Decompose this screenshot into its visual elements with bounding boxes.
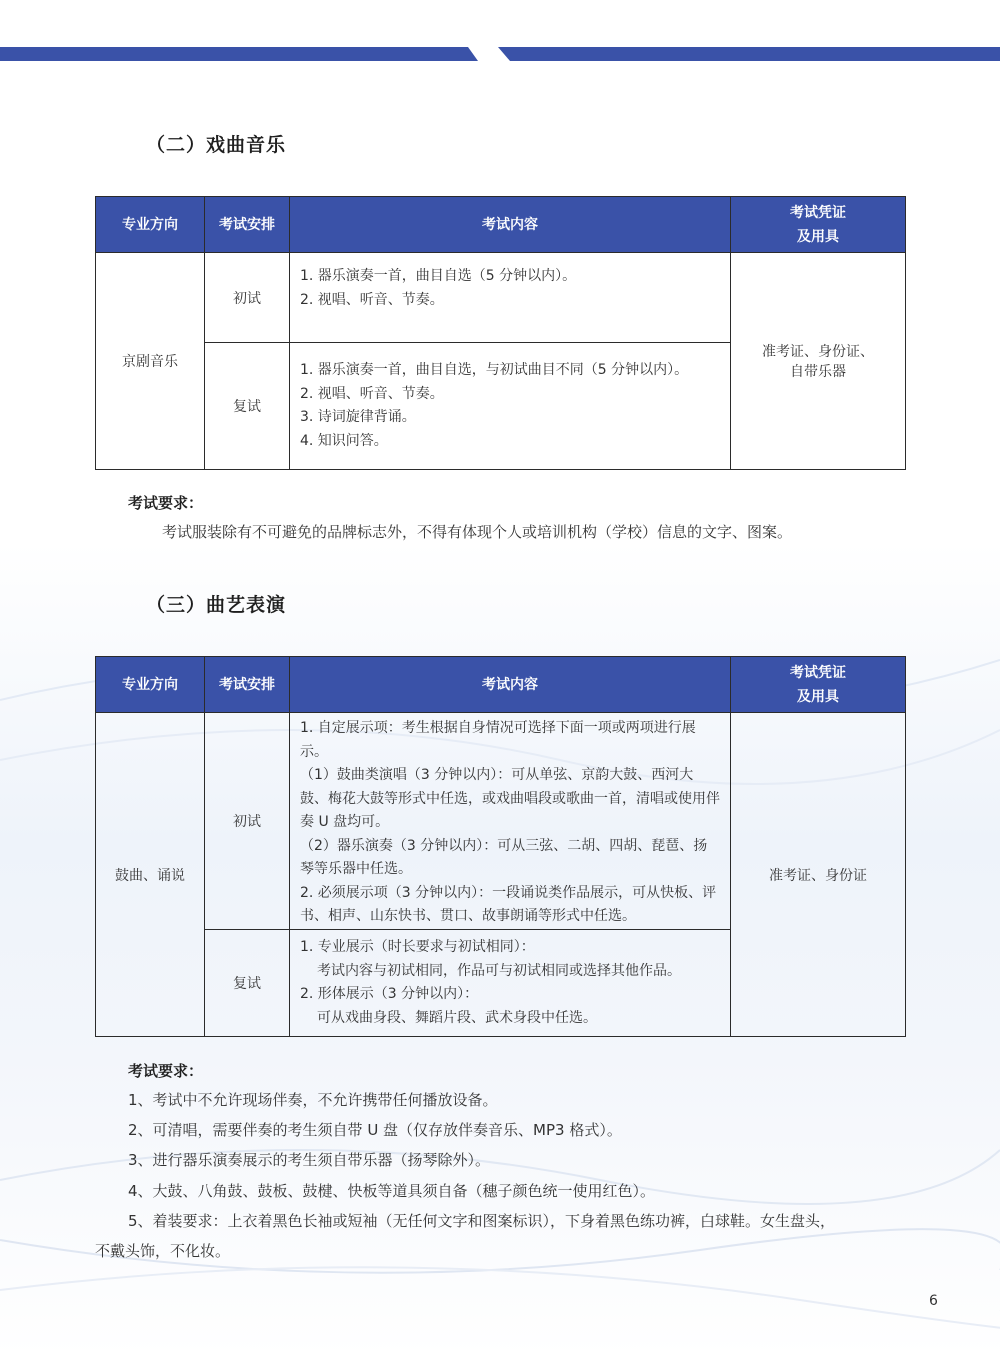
header-credentials	[731, 197, 906, 253]
content-line: 1. 自定展示项：考生根据自身情况可选择下面一项或两项进行展示。	[300, 720, 696, 760]
content-line: 2. 形体展示（3 分钟以内）：	[300, 986, 479, 1002]
content-line: 4. 知识问答。	[300, 432, 388, 449]
header-content: 考试内容	[290, 657, 731, 713]
content-line: （2）器乐演奏（3 分钟以内）：可从三弦、二胡、四胡、琵琶、扬琴等乐器中任选。	[300, 837, 708, 877]
header-credentials-line1: 考试凭证	[790, 204, 846, 221]
credentials-line: 准考证、身份证	[769, 867, 867, 884]
content-line: 2. 视唱、听音、节奏。	[300, 291, 444, 308]
section-title-quyi: （三）曲艺表演	[146, 594, 287, 616]
requirement-line: 不戴头饰，不化妆。	[95, 1242, 231, 1260]
round-content	[290, 343, 731, 470]
content-line: （1）鼓曲类演唱（3 分钟以内）：可从单弦、京韵大鼓、西河大鼓、梅花大鼓等形式中任选，或戏曲唱段或歌曲一首，清唱或使用伴奏 U 盘均可。	[300, 767, 720, 830]
credentials-cell	[731, 253, 906, 470]
round-content	[290, 253, 731, 343]
header-band-right	[498, 47, 1000, 61]
header-band-left	[0, 47, 478, 61]
round-content	[290, 713, 731, 930]
requirement-line: 5、着装要求：上衣着黑色长袖或短袖（无任何文字和图案标识），下身着黑色练功裤，白球鞋。女生盘头，	[128, 1212, 836, 1230]
header-credentials	[731, 657, 906, 713]
header-schedule: 考试安排	[205, 197, 290, 253]
header-schedule: 考试安排	[205, 657, 290, 713]
table-row	[96, 713, 906, 930]
major-cell: 鼓曲、诵说	[96, 713, 205, 1037]
header-credentials-line2: 及用具	[797, 688, 839, 705]
content-line: 1. 器乐演奏一首，曲目自选，与初试曲目不同（5 分钟以内）。	[300, 362, 689, 378]
table-header-row	[96, 657, 906, 713]
quyi-table	[95, 656, 906, 1037]
credentials-line: 准考证、身份证、	[762, 344, 874, 360]
requirement-line: 1、考试中不允许现场伴奏，不允许携带任何播放设备。	[128, 1091, 498, 1109]
page-number: 6	[929, 1293, 938, 1309]
table-row	[96, 253, 906, 343]
requirement-line: 考试服装除有不可避免的品牌标志外，不得有体现个人或培训机构（学校）信息的文字、图案。	[162, 523, 793, 541]
round-content	[290, 930, 731, 1037]
round-name: 初试	[205, 253, 290, 343]
round-name: 复试	[205, 343, 290, 470]
header-major: 专业方向	[96, 197, 205, 253]
content-line: 1. 器乐演奏一首，曲目自选（5 分钟以内）。	[300, 268, 577, 284]
requirements-title: 考试要求：	[128, 494, 204, 512]
header-content: 考试内容	[290, 197, 731, 253]
opera-music-table	[95, 196, 906, 470]
credentials-cell	[731, 713, 906, 1037]
section-title-opera-music: （二）戏曲音乐	[146, 134, 287, 156]
table-header-row	[96, 197, 906, 253]
content-line: 考试内容与初试相同，作品可与初试相同或选择其他作品。	[317, 962, 681, 979]
major-cell: 京剧音乐	[96, 253, 205, 470]
requirements-title: 考试要求：	[128, 1062, 204, 1080]
credentials-line: 自带乐器	[790, 364, 846, 380]
requirement-line: 4、大鼓、八角鼓、鼓板、鼓楗、快板等道具须自备（穗子颜色统一使用红色）。	[128, 1182, 656, 1200]
requirement-line: 3、进行器乐演奏展示的考生须自带乐器（扬琴除外）。	[128, 1151, 491, 1169]
header-major: 专业方向	[96, 657, 205, 713]
content-line: 2. 视唱、听音、节奏。	[300, 385, 444, 402]
header-credentials-line1: 考试凭证	[790, 664, 846, 681]
content-line: 1. 专业展示（时长要求与初试相同）：	[300, 939, 535, 955]
header-credentials-line2: 及用具	[797, 228, 839, 245]
content-line: 3. 诗词旋律背诵。	[300, 409, 416, 425]
round-name: 初试	[205, 713, 290, 930]
round-name: 复试	[205, 930, 290, 1037]
content-line: 可从戏曲身段、舞蹈片段、武术身段中任选。	[317, 1009, 597, 1026]
requirement-line: 2、可清唱，需要伴奏的考生须自带 U 盘（仅存放伴奏音乐、MP3 格式）。	[128, 1121, 622, 1139]
content-line: 2. 必须展示项（3 分钟以内）：一段诵说类作品展示，可从快板、评书、相声、山东快书、贯口、故事朗诵等形式中任选。	[300, 884, 717, 924]
